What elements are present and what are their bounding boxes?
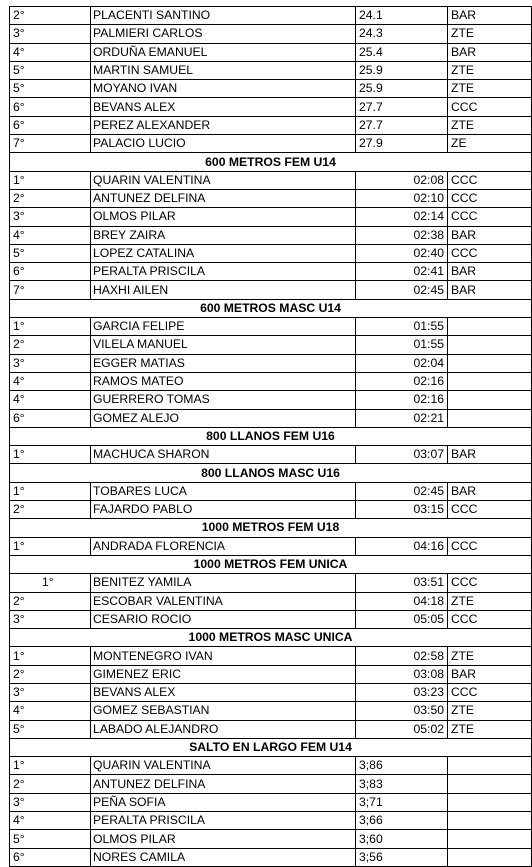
section-header-row <box>10 299 532 317</box>
position-cell: 3° <box>10 793 91 811</box>
athlete-name-cell: QUARIN VALENTINA <box>91 757 356 775</box>
club-cell: CCC <box>448 171 532 189</box>
position-cell: 2° <box>10 336 91 354</box>
athlete-name-cell: ORDUÑA EMANUEL <box>91 43 356 61</box>
athlete-name-cell: PEREZ ALEXANDER <box>91 116 356 134</box>
result-row <box>10 171 532 189</box>
mark-cell: 01:55 <box>356 336 448 354</box>
athlete-name-cell: GOMEZ SEBASTIAN <box>91 702 356 720</box>
section-title: 1000 METROS MASC UNICA <box>10 629 532 647</box>
club-cell: BAR <box>448 665 532 683</box>
position-cell: 4° <box>10 43 91 61</box>
position-cell: 5° <box>10 830 91 848</box>
mark-cell: 02:58 <box>356 647 448 665</box>
mark-cell: 03:07 <box>356 446 448 464</box>
mark-cell: 3;56 <box>356 848 448 866</box>
result-row <box>10 793 532 811</box>
result-row <box>10 354 532 372</box>
position-cell: 4° <box>10 391 91 409</box>
position-cell: 1° <box>10 537 91 555</box>
club-cell: ZE <box>448 135 532 153</box>
athlete-name-cell: PERALTA PRISCILA <box>91 812 356 830</box>
result-row <box>10 43 532 61</box>
club-cell: CCC <box>448 537 532 555</box>
position-cell: 2° <box>10 665 91 683</box>
position-cell: 4° <box>10 372 91 390</box>
club-cell: ZTE <box>448 80 532 98</box>
mark-cell: 03:23 <box>356 683 448 701</box>
athlete-name-cell: BEVANS ALEX <box>91 98 356 116</box>
athlete-name-cell: BREY ZAIRA <box>91 226 356 244</box>
result-row <box>10 409 532 427</box>
mark-cell: 02:14 <box>356 208 448 226</box>
result-row <box>10 263 532 281</box>
club-cell: CCC <box>448 189 532 207</box>
result-row <box>10 25 532 43</box>
athlete-name-cell: CESARIO ROCIO <box>91 610 356 628</box>
section-title: 1000 METROS FEM U18 <box>10 519 532 537</box>
result-row <box>10 592 532 610</box>
section-header-row <box>10 153 532 171</box>
mark-cell: 27.9 <box>356 135 448 153</box>
position-cell: 5° <box>10 80 91 98</box>
section-title: 800 LLANOS FEM U16 <box>10 427 532 445</box>
result-row <box>10 226 532 244</box>
mark-cell: 24.1 <box>356 7 448 25</box>
athlete-name-cell: GOMEZ ALEJO <box>91 409 356 427</box>
position-cell: 6° <box>10 848 91 866</box>
mark-cell: 3;60 <box>356 830 448 848</box>
position-cell: 3° <box>10 683 91 701</box>
result-row <box>10 61 532 79</box>
athlete-name-cell: FAJARDO PABLO <box>91 501 356 519</box>
position-cell: 4° <box>10 226 91 244</box>
club-cell: BAR <box>448 482 532 500</box>
mark-cell: 03:51 <box>356 574 448 592</box>
mark-cell: 24.3 <box>356 25 448 43</box>
position-cell: 1° <box>10 574 91 592</box>
position-cell: 1° <box>10 647 91 665</box>
club-cell <box>448 830 532 848</box>
result-row <box>10 574 532 592</box>
club-cell: CCC <box>448 244 532 262</box>
result-row <box>10 446 532 464</box>
position-cell: 5° <box>10 61 91 79</box>
mark-cell: 03:50 <box>356 702 448 720</box>
result-row <box>10 189 532 207</box>
club-cell: CCC <box>448 683 532 701</box>
club-cell: BAR <box>448 281 532 299</box>
club-cell: ZTE <box>448 592 532 610</box>
mark-cell: 3;66 <box>356 812 448 830</box>
result-row <box>10 501 532 519</box>
section-title: 600 METROS MASC U14 <box>10 299 532 317</box>
mark-cell: 04:16 <box>356 537 448 555</box>
mark-cell: 02:45 <box>356 482 448 500</box>
athlete-name-cell: NORES CAMILA <box>91 848 356 866</box>
athlete-name-cell: MOYANO IVAN <box>91 80 356 98</box>
section-title: SALTO EN LARGO FEM U14 <box>10 738 532 756</box>
club-cell <box>448 793 532 811</box>
result-row <box>10 482 532 500</box>
mark-cell: 01:55 <box>356 318 448 336</box>
athlete-name-cell: PLACENTI SANTINO <box>91 7 356 25</box>
position-cell: 1° <box>10 482 91 500</box>
mark-cell: 03:08 <box>356 665 448 683</box>
result-row <box>10 116 532 134</box>
position-cell: 2° <box>10 7 91 25</box>
athlete-name-cell: PEÑA SOFIA <box>91 793 356 811</box>
athlete-name-cell: LOPEZ CATALINA <box>91 244 356 262</box>
club-cell: BAR <box>448 226 532 244</box>
results-sheet <box>9 6 532 867</box>
mark-cell: 02:40 <box>356 244 448 262</box>
mark-cell: 02:38 <box>356 226 448 244</box>
mark-cell: 02:16 <box>356 372 448 390</box>
mark-cell: 05:05 <box>356 610 448 628</box>
club-cell <box>448 336 532 354</box>
section-header-row <box>10 738 532 756</box>
club-cell <box>448 318 532 336</box>
athlete-name-cell: ANTUNEZ DELFINA <box>91 775 356 793</box>
section-header-row <box>10 629 532 647</box>
mark-cell: 02:41 <box>356 263 448 281</box>
position-cell: 2° <box>10 592 91 610</box>
result-row <box>10 80 532 98</box>
athlete-name-cell: GIMENEZ ERIC <box>91 665 356 683</box>
athlete-name-cell: HAXHI AILEN <box>91 281 356 299</box>
position-cell: 2° <box>10 189 91 207</box>
mark-cell: 05:02 <box>356 720 448 738</box>
result-row <box>10 830 532 848</box>
position-cell: 1° <box>10 446 91 464</box>
mark-cell: 02:04 <box>356 354 448 372</box>
athlete-name-cell: RAMOS MATEO <box>91 372 356 390</box>
position-cell: 7° <box>10 135 91 153</box>
club-cell: BAR <box>448 263 532 281</box>
athlete-name-cell: ESCOBAR VALENTINA <box>91 592 356 610</box>
athlete-name-cell: VILELA MANUEL <box>91 336 356 354</box>
club-cell <box>448 409 532 427</box>
athlete-name-cell: OLMOS PILAR <box>91 830 356 848</box>
athlete-name-cell: BEVANS ALEX <box>91 683 356 701</box>
result-row <box>10 848 532 866</box>
position-cell: 3° <box>10 25 91 43</box>
club-cell <box>448 848 532 866</box>
section-header-row <box>10 427 532 445</box>
club-cell: ZTE <box>448 25 532 43</box>
mark-cell: 04:18 <box>356 592 448 610</box>
mark-cell: 27.7 <box>356 98 448 116</box>
club-cell: CCC <box>448 98 532 116</box>
section-header-row <box>10 555 532 573</box>
athlete-name-cell: OLMOS PILAR <box>91 208 356 226</box>
athlete-name-cell: MARTIN SAMUEL <box>91 61 356 79</box>
result-row <box>10 702 532 720</box>
athlete-name-cell: BENITEZ YAMILA <box>91 574 356 592</box>
position-cell: 1° <box>10 318 91 336</box>
results-body <box>10 7 532 867</box>
result-row <box>10 98 532 116</box>
section-header-row <box>10 519 532 537</box>
result-row <box>10 665 532 683</box>
position-cell: 3° <box>10 208 91 226</box>
result-row <box>10 372 532 390</box>
club-cell: CCC <box>448 501 532 519</box>
position-cell: 6° <box>10 409 91 427</box>
result-row <box>10 775 532 793</box>
athlete-name-cell: ANDRADA FLORENCIA <box>91 537 356 555</box>
club-cell <box>448 775 532 793</box>
athlete-name-cell: QUARIN VALENTINA <box>91 171 356 189</box>
club-cell <box>448 372 532 390</box>
athlete-name-cell: TOBARES LUCA <box>91 482 356 500</box>
club-cell: CCC <box>448 574 532 592</box>
result-row <box>10 336 532 354</box>
club-cell: ZTE <box>448 720 532 738</box>
club-cell: ZTE <box>448 61 532 79</box>
section-title: 1000 METROS FEM UNICA <box>10 555 532 573</box>
mark-cell: 03:15 <box>356 501 448 519</box>
result-row <box>10 537 532 555</box>
position-cell: 1° <box>10 757 91 775</box>
section-title: 600 METROS FEM U14 <box>10 153 532 171</box>
result-row <box>10 318 532 336</box>
club-cell: ZTE <box>448 116 532 134</box>
athlete-name-cell: MONTENEGRO IVAN <box>91 647 356 665</box>
club-cell: BAR <box>448 7 532 25</box>
mark-cell: 25.9 <box>356 61 448 79</box>
club-cell: BAR <box>448 43 532 61</box>
position-cell: 6° <box>10 116 91 134</box>
mark-cell: 25.9 <box>356 80 448 98</box>
position-cell: 2° <box>10 501 91 519</box>
result-row <box>10 757 532 775</box>
position-cell: 5° <box>10 720 91 738</box>
result-row <box>10 7 532 25</box>
athlete-name-cell: LABADO ALEJANDRO <box>91 720 356 738</box>
club-cell: CCC <box>448 610 532 628</box>
mark-cell: 02:08 <box>356 171 448 189</box>
mark-cell: 25.4 <box>356 43 448 61</box>
position-cell: 3° <box>10 354 91 372</box>
position-cell: 4° <box>10 702 91 720</box>
club-cell: BAR <box>448 446 532 464</box>
result-row <box>10 683 532 701</box>
position-cell: 3° <box>10 610 91 628</box>
athlete-name-cell: GARCIA FELIPE <box>91 318 356 336</box>
club-cell <box>448 354 532 372</box>
club-cell: ZTE <box>448 647 532 665</box>
athlete-name-cell: PERALTA PRISCILA <box>91 263 356 281</box>
club-cell <box>448 391 532 409</box>
athlete-name-cell: MACHUCA SHARON <box>91 446 356 464</box>
result-row <box>10 391 532 409</box>
result-row <box>10 647 532 665</box>
athlete-name-cell: PALMIERI CARLOS <box>91 25 356 43</box>
result-row <box>10 610 532 628</box>
position-cell: 1° <box>10 171 91 189</box>
mark-cell: 02:10 <box>356 189 448 207</box>
result-row <box>10 720 532 738</box>
athlete-name-cell: PALACIO LUCIO <box>91 135 356 153</box>
club-cell <box>448 757 532 775</box>
club-cell: CCC <box>448 208 532 226</box>
result-row <box>10 208 532 226</box>
athlete-name-cell: EGGER MATIAS <box>91 354 356 372</box>
athlete-name-cell: GUERRERO TOMAS <box>91 391 356 409</box>
mark-cell: 3;86 <box>356 757 448 775</box>
section-header-row <box>10 464 532 482</box>
mark-cell: 02:21 <box>356 409 448 427</box>
mark-cell: 02:45 <box>356 281 448 299</box>
result-row <box>10 812 532 830</box>
mark-cell: 3;83 <box>356 775 448 793</box>
position-cell: 7° <box>10 281 91 299</box>
position-cell: 6° <box>10 98 91 116</box>
mark-cell: 02:16 <box>356 391 448 409</box>
result-row <box>10 135 532 153</box>
position-cell: 6° <box>10 263 91 281</box>
position-cell: 5° <box>10 244 91 262</box>
mark-cell: 3;71 <box>356 793 448 811</box>
section-title: 800 LLANOS MASC U16 <box>10 464 532 482</box>
position-cell: 4° <box>10 812 91 830</box>
mark-cell: 27.7 <box>356 116 448 134</box>
position-cell: 2° <box>10 775 91 793</box>
result-row <box>10 244 532 262</box>
result-row <box>10 281 532 299</box>
athlete-name-cell: ANTUNEZ DELFINA <box>91 189 356 207</box>
club-cell: ZTE <box>448 702 532 720</box>
club-cell <box>448 812 532 830</box>
